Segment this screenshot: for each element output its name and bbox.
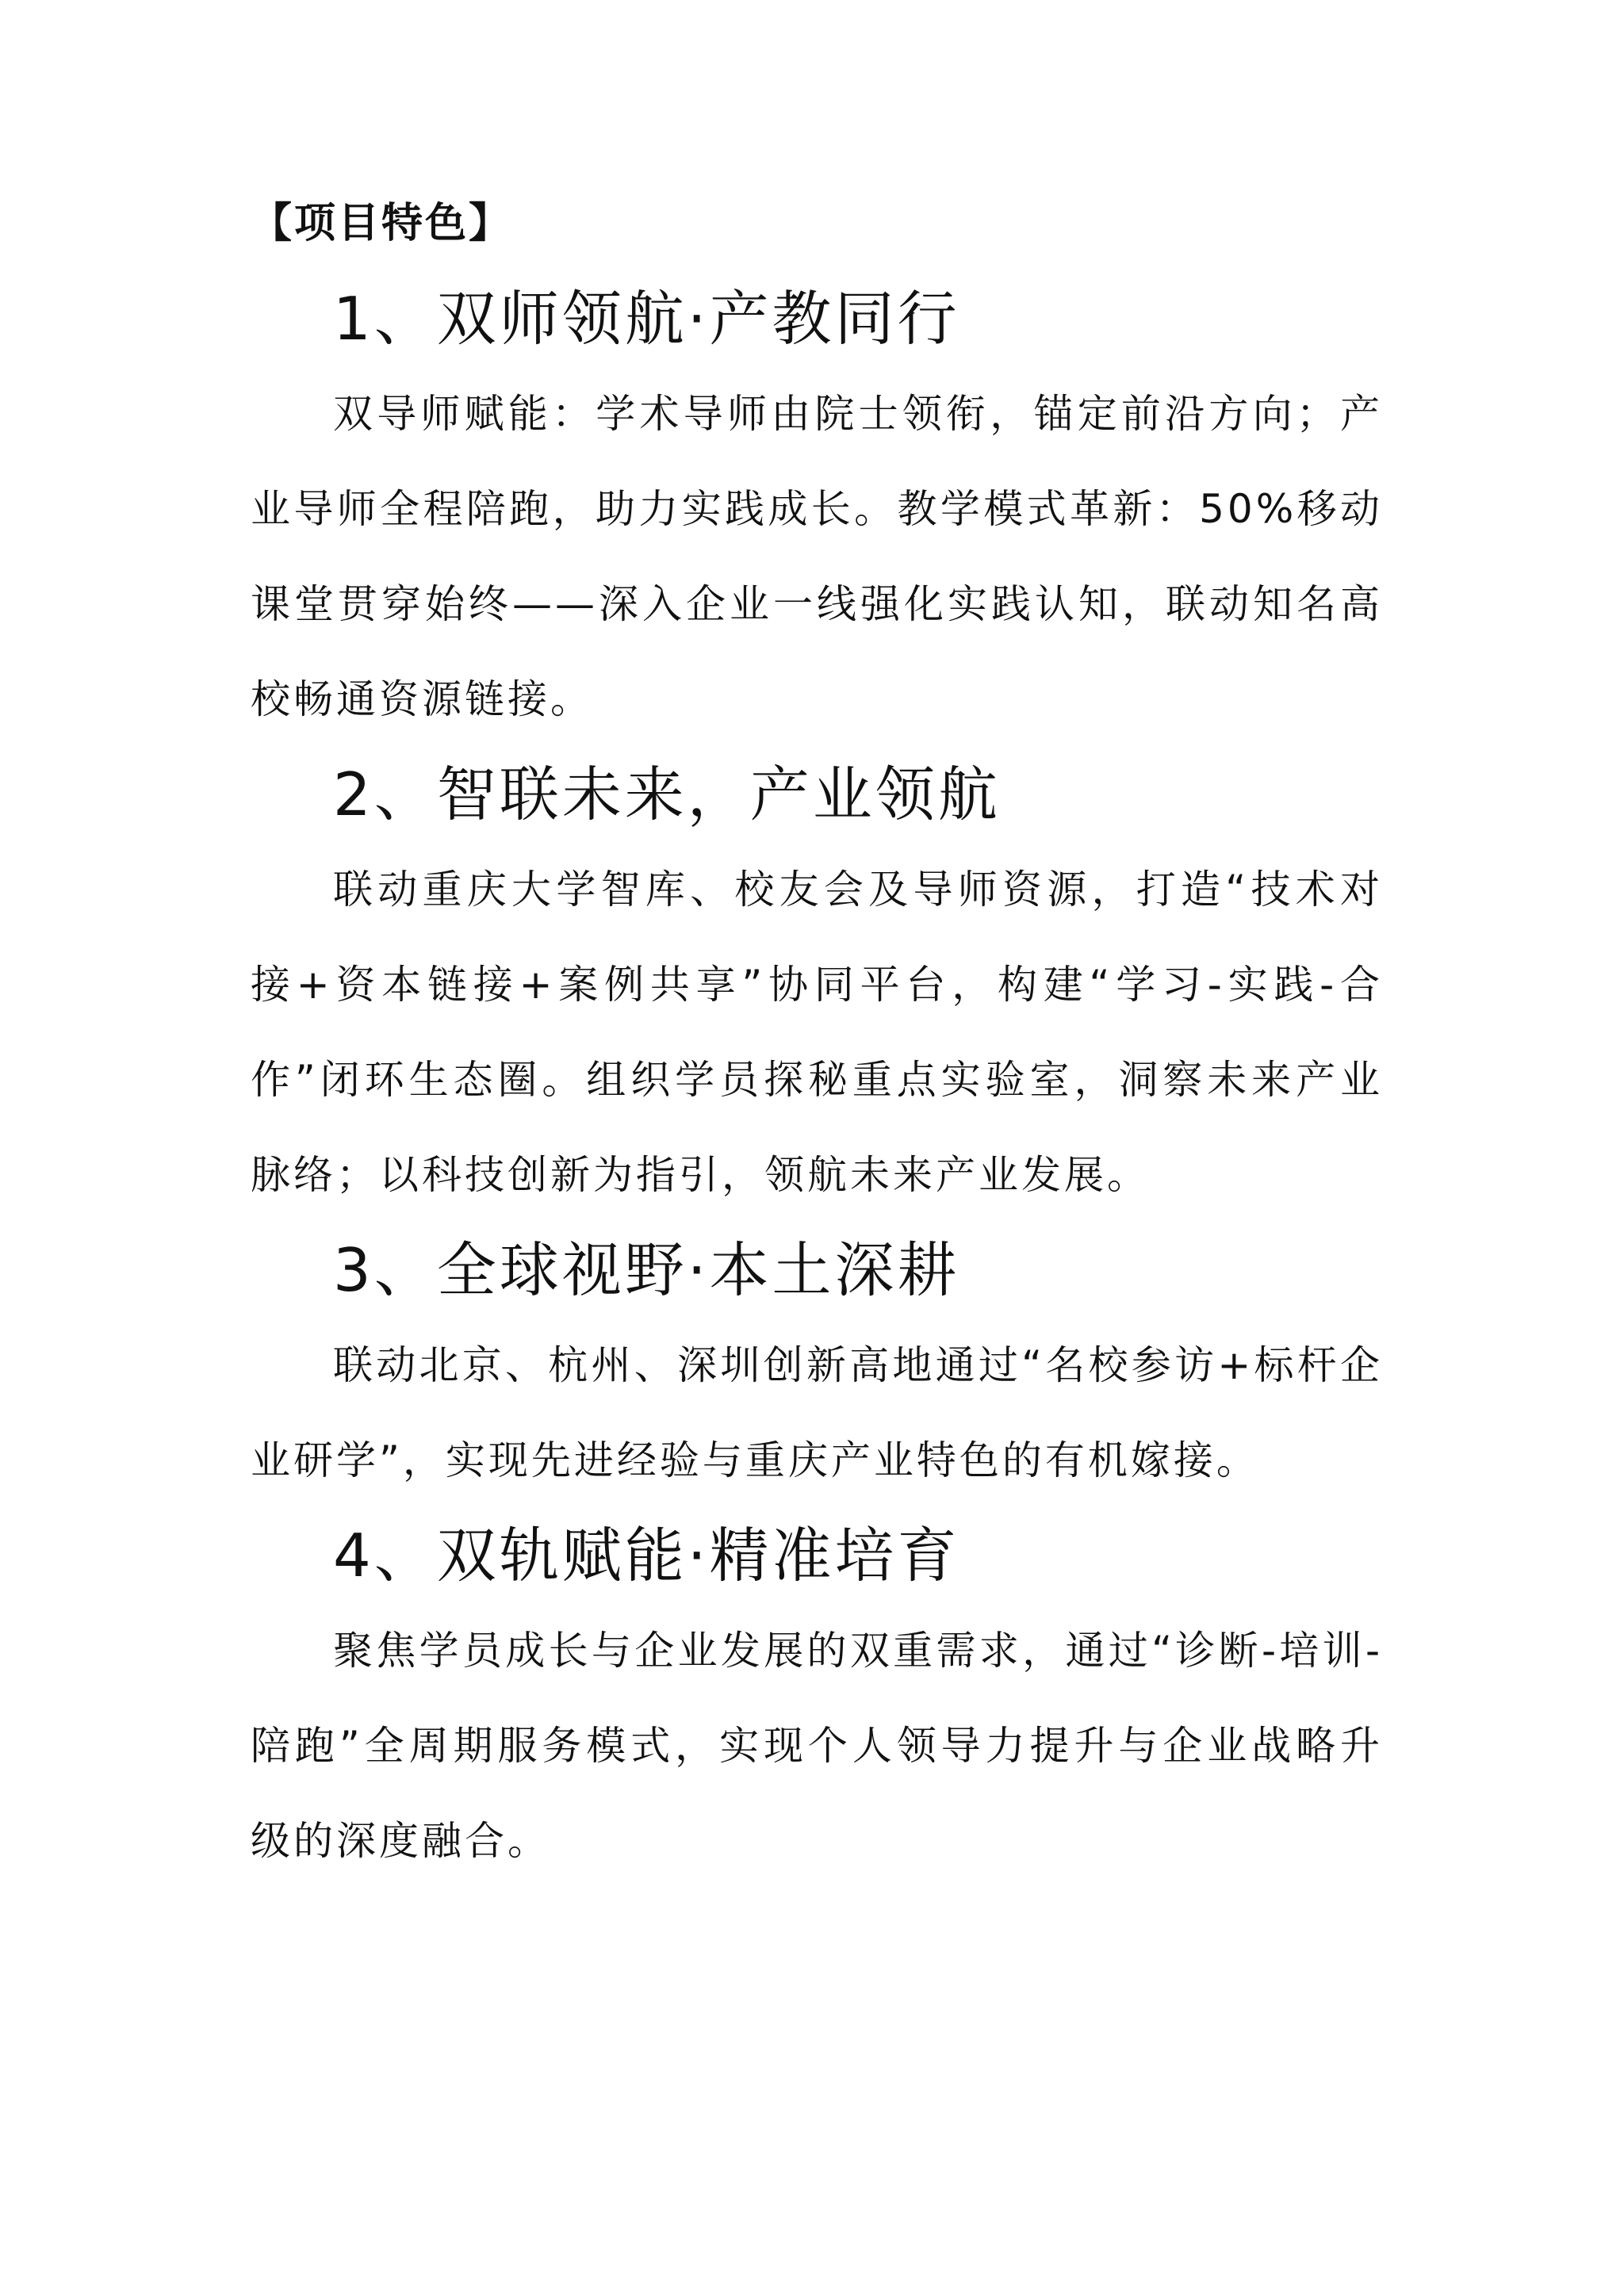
item-heading-1: 1、双师领航·产教同行 (333, 284, 960, 354)
item-paragraph-4: 聚焦学员成长与企业发展的双重需求，通过“诊断-培训-陪跑”全周期服务模式，实现个人领导力提升与企业战略升级的深度融合。 (251, 1628, 1383, 1864)
section-title: 【项目特色】 (251, 200, 513, 247)
item-paragraph-2: 联动重庆大学智库、校友会及导师资源，打造“技术对接+资本链接+案例共享”协同平台，构建“学习-实践-合作”闭环生态圈。组织学员探秘重点实验室，洞察未来产业脉络；以科技创新为指引，领航未来产业发展。 (251, 867, 1383, 1198)
document-body (251, 176, 1383, 1888)
item-heading-2: 2、智联未来，产业领航 (333, 760, 1001, 829)
item-paragraph-1: 双导师赋能：学术导师由院士领衔，锚定前沿方向；产业导师全程陪跑，助力实践成长。教学模式革新：50%移动课堂贯穿始终——深入企业一线强化实践认知，联动知名高校畅通资源链接。 (251, 391, 1383, 722)
item-paragraph-3: 联动北京、杭州、深圳创新高地通过“名校参访+标杆企业研学”，实现先进经验与重庆产业特色的有机嫁接。 (251, 1342, 1383, 1483)
item-heading-3: 3、全球视野·本土深耕 (333, 1235, 960, 1305)
item-heading-4: 4、双轨赋能·精准培育 (333, 1521, 960, 1590)
